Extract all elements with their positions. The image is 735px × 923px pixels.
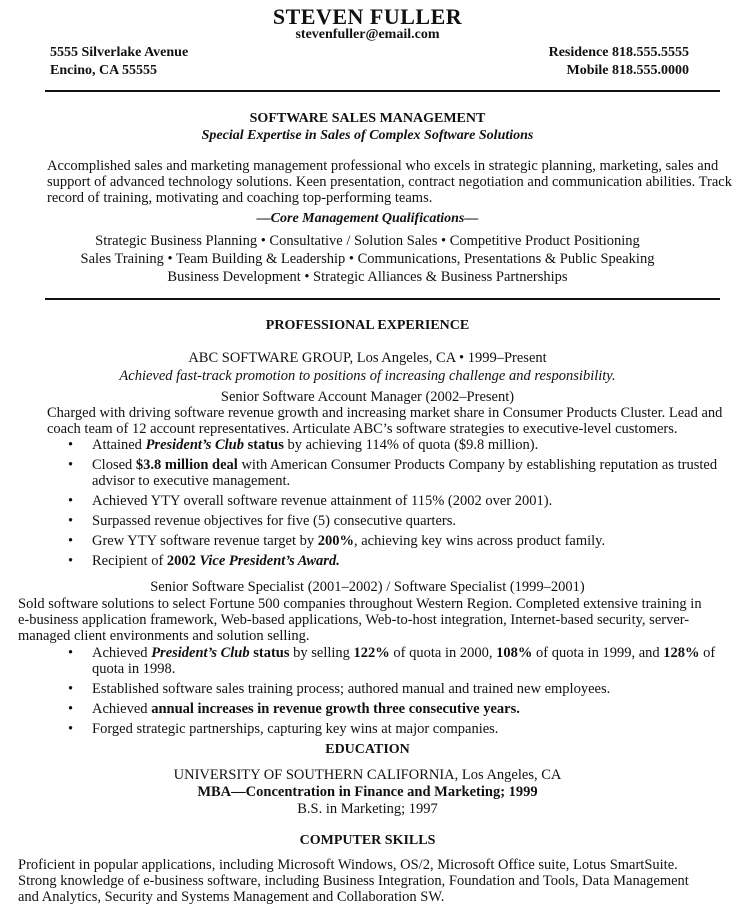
role-description — [47, 405, 722, 437]
company-note: Achieved fast-track promotion to positions of increasing challenge and responsibility. — [119, 368, 616, 384]
role-description — [18, 596, 702, 644]
role-description-line: managed client environments and solution selling. — [18, 628, 310, 644]
list-item: • Achieved President’s Club status by selling 122% of quota in 2000, 108% of quota in 1999, and 128% of quota in 1998. — [68, 645, 716, 677]
skills-title: COMPUTER SKILLS — [299, 833, 436, 848]
role-description-line: Sold software solutions to select Fortune 500 companies throughout Western Region. Completed extensive training in — [18, 596, 702, 612]
list-item: • Forged strategic partnerships, capturing key wins at major companies. — [68, 721, 499, 737]
phone-residence: Residence 818.555.5555 — [548, 45, 689, 60]
summary-line: record of training, motivating and coaching top-performing teams. — [47, 190, 433, 206]
bullet-icon: • — [68, 513, 74, 529]
qualifications-title: —Core Management Qualifications— — [256, 211, 479, 226]
list-item: • Achieved YTY overall software revenue attainment of 115% (2002 over 2001). — [68, 493, 553, 509]
skills-line: and Analytics, Security and Systems Management and Collaboration SW. — [18, 889, 445, 905]
summary-paragraph — [47, 158, 732, 206]
address-line-1: 5555 Silverlake Avenue — [50, 45, 189, 60]
header-divider — [45, 90, 720, 92]
role1-achievements — [68, 437, 717, 573]
list-item: • Surpassed revenue objectives for five (5) consecutive quarters. — [68, 513, 456, 529]
education-school: UNIVERSITY OF SOUTHERN CALIFORNIA, Los Angeles, CA — [173, 767, 562, 783]
bullet-icon: • — [68, 721, 74, 737]
summary-divider — [45, 298, 720, 300]
bullet-icon: • — [68, 457, 74, 473]
candidate-email: stevenfuller@email.com — [295, 27, 440, 42]
role-title: Senior Software Account Manager (2002–Present) — [220, 389, 515, 405]
summary-line: support of advanced technology solutions. Keen presentation, contract negotiation and communication abilities. Track — [47, 174, 732, 190]
list-item: • Achieved annual increases in revenue growth three consecutive years. — [68, 701, 520, 717]
list-item: • Attained President’s Club status by achieving 114% of quota ($9.8 million). — [68, 437, 539, 453]
address-line-2: Encino, CA 55555 — [50, 63, 157, 78]
education-degree: MBA—Concentration in Finance and Marketing; 1999 — [197, 784, 538, 800]
list-item: • Established software sales training process; authored manual and trained new employees. — [68, 681, 611, 697]
role-description-line: e-business application framework, Web-based applications, Web-to-host integration, Internet-based security, server- — [18, 612, 690, 628]
role-description-line: coach team of 12 account representatives. Articulate ABC’s software strategies to executive-level customers. — [47, 421, 678, 437]
role-title: Senior Software Specialist (2001–2002) / Software Specialist (1999–2001) — [150, 579, 585, 595]
list-item: • Recipient of 2002 Vice President’s Award. — [68, 553, 340, 569]
bullet-icon: • — [68, 701, 74, 717]
experience-title: PROFESSIONAL EXPERIENCE — [265, 318, 470, 333]
qualifications-line: Sales Training • Team Building & Leadership • Communications, Presentations & Public Speaking — [80, 251, 655, 267]
education-title: EDUCATION — [325, 742, 410, 757]
role2-achievements — [68, 645, 715, 741]
skills-paragraph — [18, 857, 689, 905]
qualifications-line: Strategic Business Planning • Consultative / Solution Sales • Competitive Product Positioning — [95, 233, 640, 249]
company-line: ABC SOFTWARE GROUP, Los Angeles, CA • 1999–Present — [188, 350, 547, 366]
summary-title: SOFTWARE SALES MANAGEMENT — [249, 111, 486, 126]
education-degree: B.S. in Marketing; 1997 — [297, 801, 438, 817]
bullet-icon: • — [68, 681, 74, 697]
bullet-icon: • — [68, 493, 74, 509]
summary-line: Accomplished sales and marketing management professional who excels in strategic planning, marketing, sales and — [47, 158, 719, 174]
bullet-icon: • — [68, 645, 74, 661]
bullet-icon: • — [68, 437, 74, 453]
skills-line: Strong knowledge of e-business software, including Business Integration, Foundation and Tools, Data Management — [18, 873, 689, 889]
summary-subtitle: Special Expertise in Sales of Complex Software Solutions — [201, 128, 534, 143]
bullet-icon: • — [68, 553, 74, 569]
qualifications-line: Business Development • Strategic Alliances & Business Partnerships — [167, 269, 568, 285]
candidate-name: STEVEN FULLER — [272, 4, 463, 29]
list-item: • Grew YTY software revenue target by 200%, achieving key wins across product family. — [68, 533, 606, 549]
skills-line: Proficient in popular applications, including Microsoft Windows, OS/2, Microsoft Office suite, Lotus SmartSuite. — [18, 857, 678, 873]
phone-mobile: Mobile 818.555.0000 — [566, 63, 689, 78]
role-description-line: Charged with driving software revenue growth and increasing market share in Consumer Products Cluster. Lead and — [47, 405, 723, 421]
bullet-icon: • — [68, 533, 74, 549]
list-item: • Closed $3.8 million deal with American Consumer Products Company by establishing reputation as trusted advisor to executive management. — [68, 457, 718, 489]
